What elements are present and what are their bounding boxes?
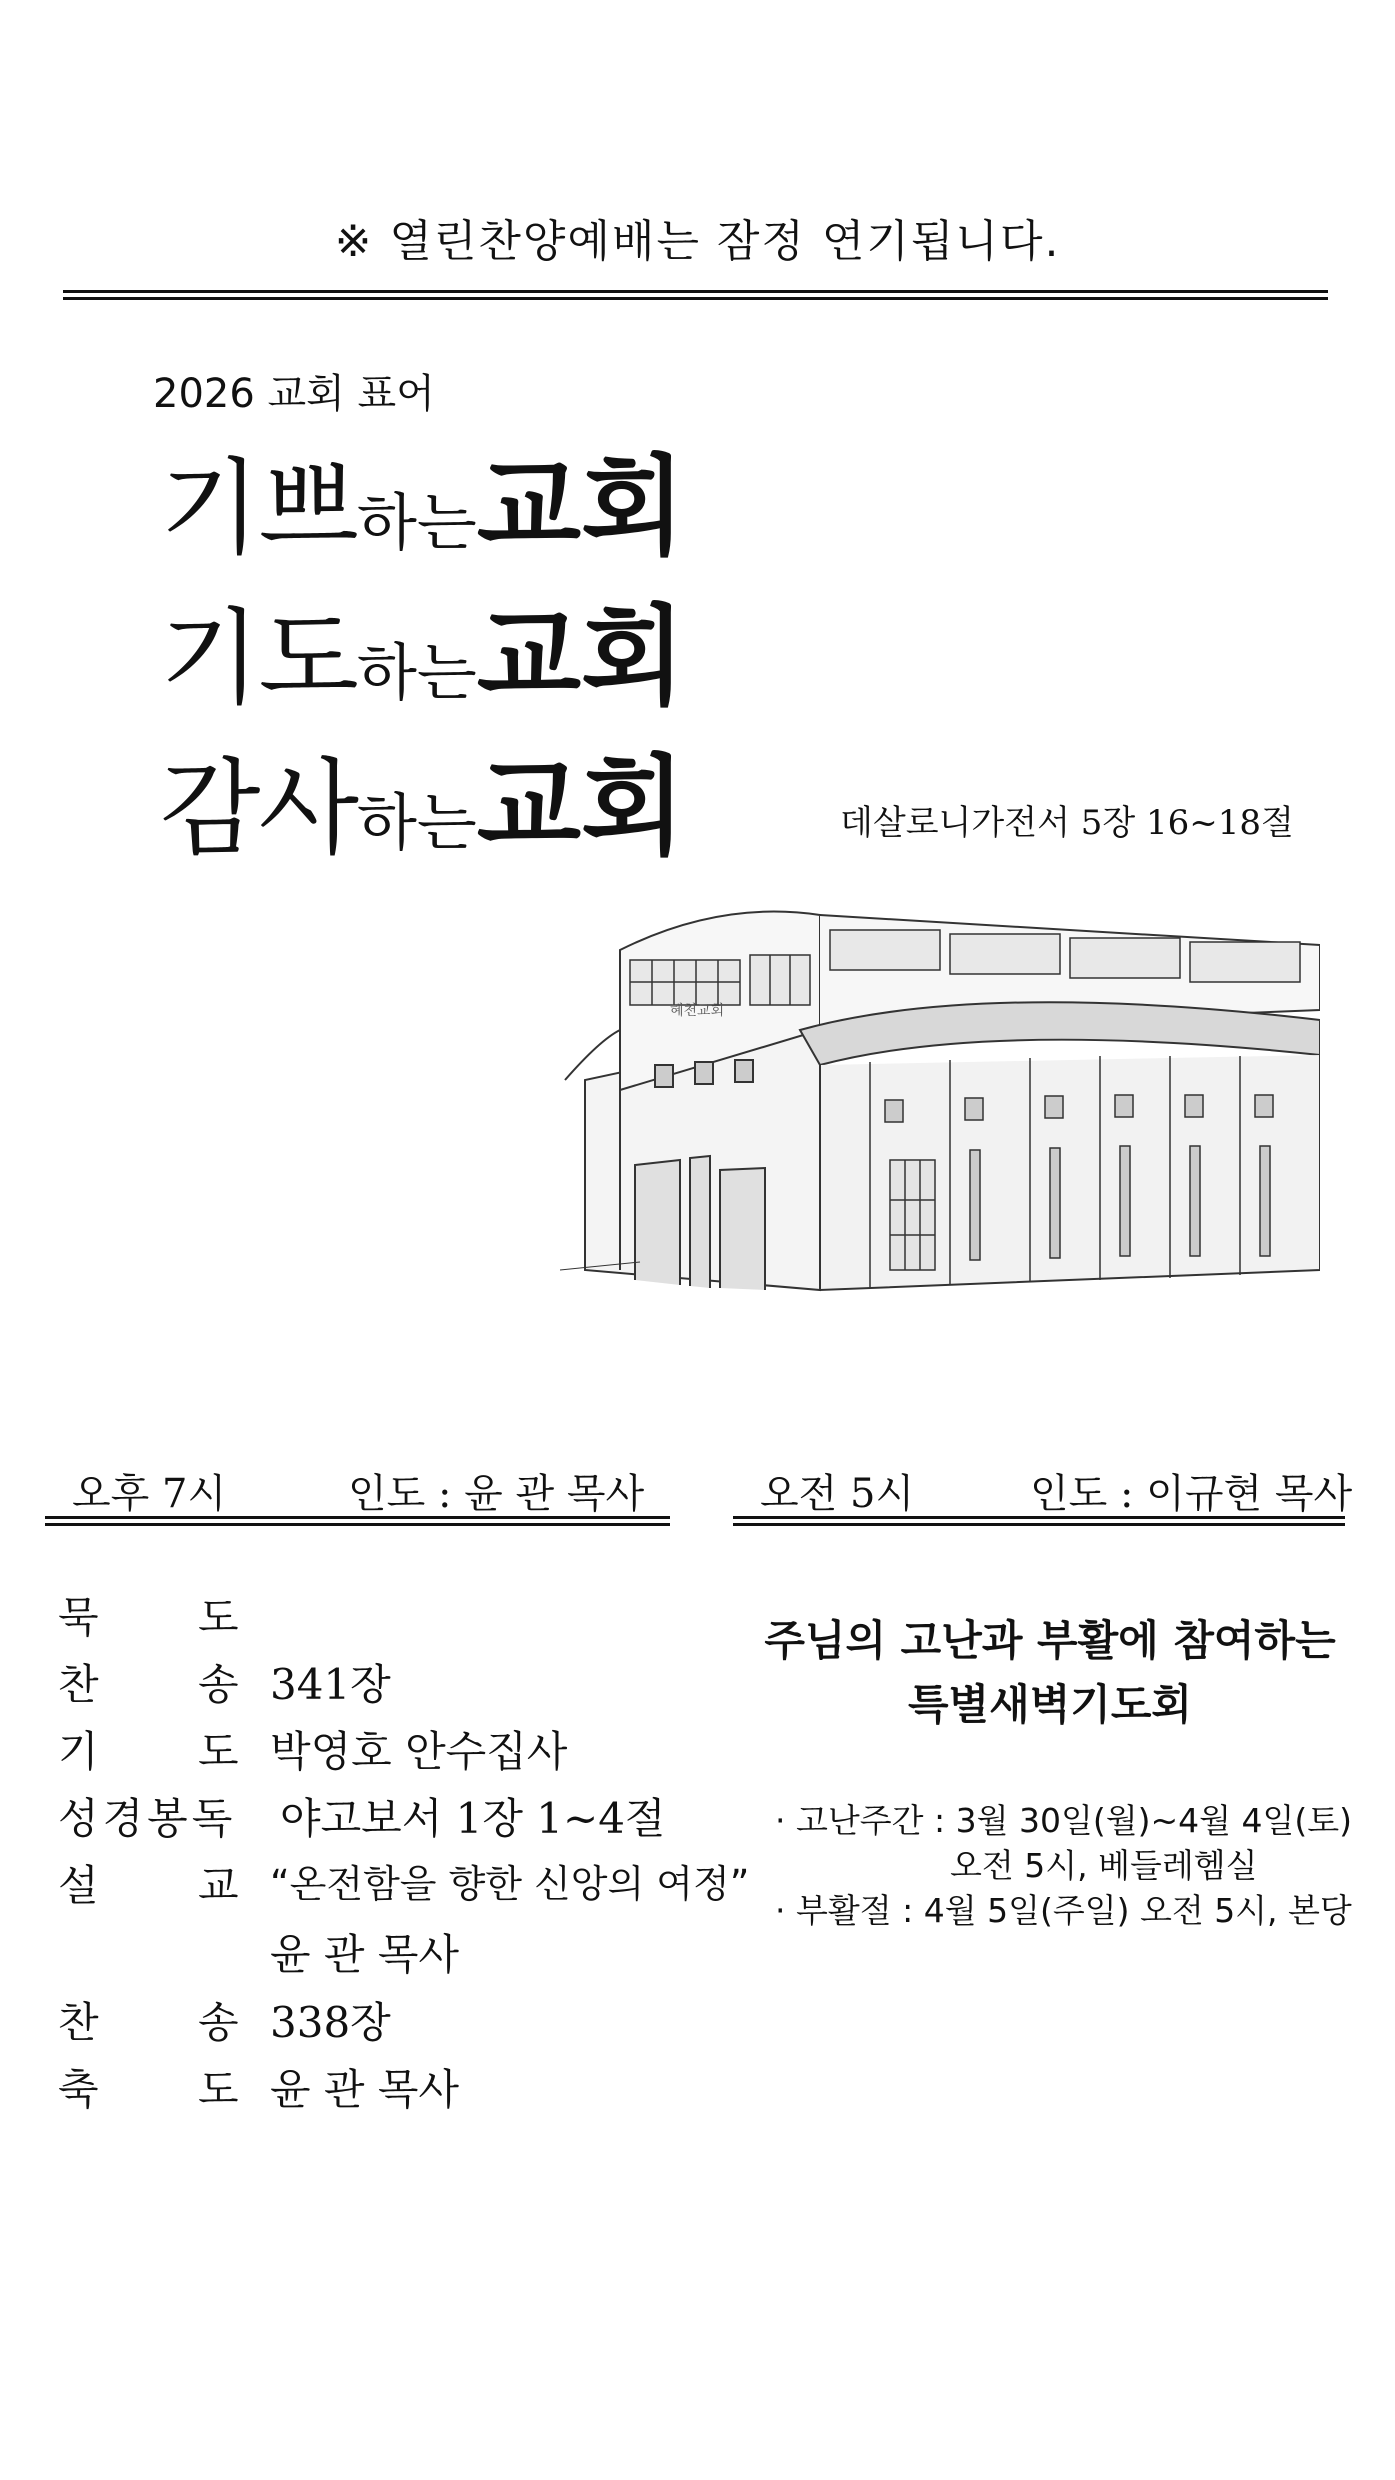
motto-line-3 <box>160 720 685 875</box>
dawn-detail-holy-week: · 고난주간 : 3월 30일(월)~4월 4일(토) <box>775 1801 1352 1840</box>
order-label: 찬 <box>58 1660 99 1709</box>
motto-line-1 <box>160 420 685 575</box>
notice-divider <box>63 290 1328 300</box>
order-label: 도 <box>198 2065 239 2114</box>
motto-line-2-word: 기도 <box>160 597 357 719</box>
motto-line-2 <box>160 570 685 725</box>
sermon-preacher: 윤 관 목사 <box>270 1930 459 1979</box>
church-sign: 혜천교회 <box>670 1003 725 1019</box>
evening-time: 오후 7시 <box>72 1471 227 1517</box>
order-label: 묵 <box>58 1593 99 1642</box>
motto-verse-reference: 데살로니가전서 5장 16~18절 <box>840 803 1294 843</box>
dawn-event-title-line2: 특별새벽기도회 <box>907 1680 1192 1729</box>
order-value: “온전함을 향한 신앙의 여정” <box>270 1862 750 1906</box>
order-label: 축 <box>58 2065 99 2114</box>
motto-line-3-word: 감사 <box>160 747 357 869</box>
order-value: 박영호 안수집사 <box>270 1727 568 1776</box>
order-label: 설 <box>58 1861 99 1910</box>
evening-leader: 인도 : 윤 관 목사 <box>348 1471 645 1517</box>
order-value: 야고보서 1장 1~4절 <box>280 1794 666 1843</box>
dawn-event-title-line1: 주님의 고난과 부활에 참여하는 <box>764 1616 1336 1665</box>
motto-line-1-verb: 하는 <box>356 486 477 559</box>
church-building-illustration <box>560 890 1320 1310</box>
motto-line-3-church: 교회 <box>476 744 686 870</box>
dawn-detail-holy-week-place: 오전 5시, 베들레헴실 <box>950 1846 1258 1885</box>
order-label: 찬 <box>58 1998 99 2047</box>
order-label: 교 <box>198 1861 239 1910</box>
order-label: 도 <box>198 1593 239 1642</box>
motto-line-3-verb: 하는 <box>356 786 477 859</box>
order-label: 도 <box>198 1727 239 1776</box>
order-label: 성경봉독 <box>58 1794 237 1843</box>
order-value: 338장 <box>270 1998 391 2047</box>
motto-line-1-church: 교회 <box>476 444 686 570</box>
order-label: 기 <box>58 1727 99 1776</box>
order-value: 윤 관 목사 <box>270 2065 459 2114</box>
order-value: 341장 <box>270 1660 391 1709</box>
order-label: 송 <box>198 1660 239 1709</box>
motto-line-2-church: 교회 <box>476 594 686 720</box>
dawn-detail-easter: · 부활절 : 4월 5일(주일) 오전 5시, 본당 <box>775 1891 1352 1930</box>
notice-text: ※ 열린찬양예배는 잠정 연기됩니다. <box>334 216 1061 267</box>
order-label: 송 <box>198 1998 239 2047</box>
dawn-divider <box>733 1516 1345 1526</box>
motto-line-1-word: 기쁘 <box>160 447 357 569</box>
evening-divider <box>45 1516 670 1526</box>
dawn-time: 오전 5시 <box>760 1471 915 1517</box>
motto-label: 2026 교회 표어 <box>153 371 435 417</box>
motto-line-2-verb: 하는 <box>356 636 477 709</box>
dawn-leader: 인도 : 이규현 목사 <box>1030 1471 1353 1517</box>
